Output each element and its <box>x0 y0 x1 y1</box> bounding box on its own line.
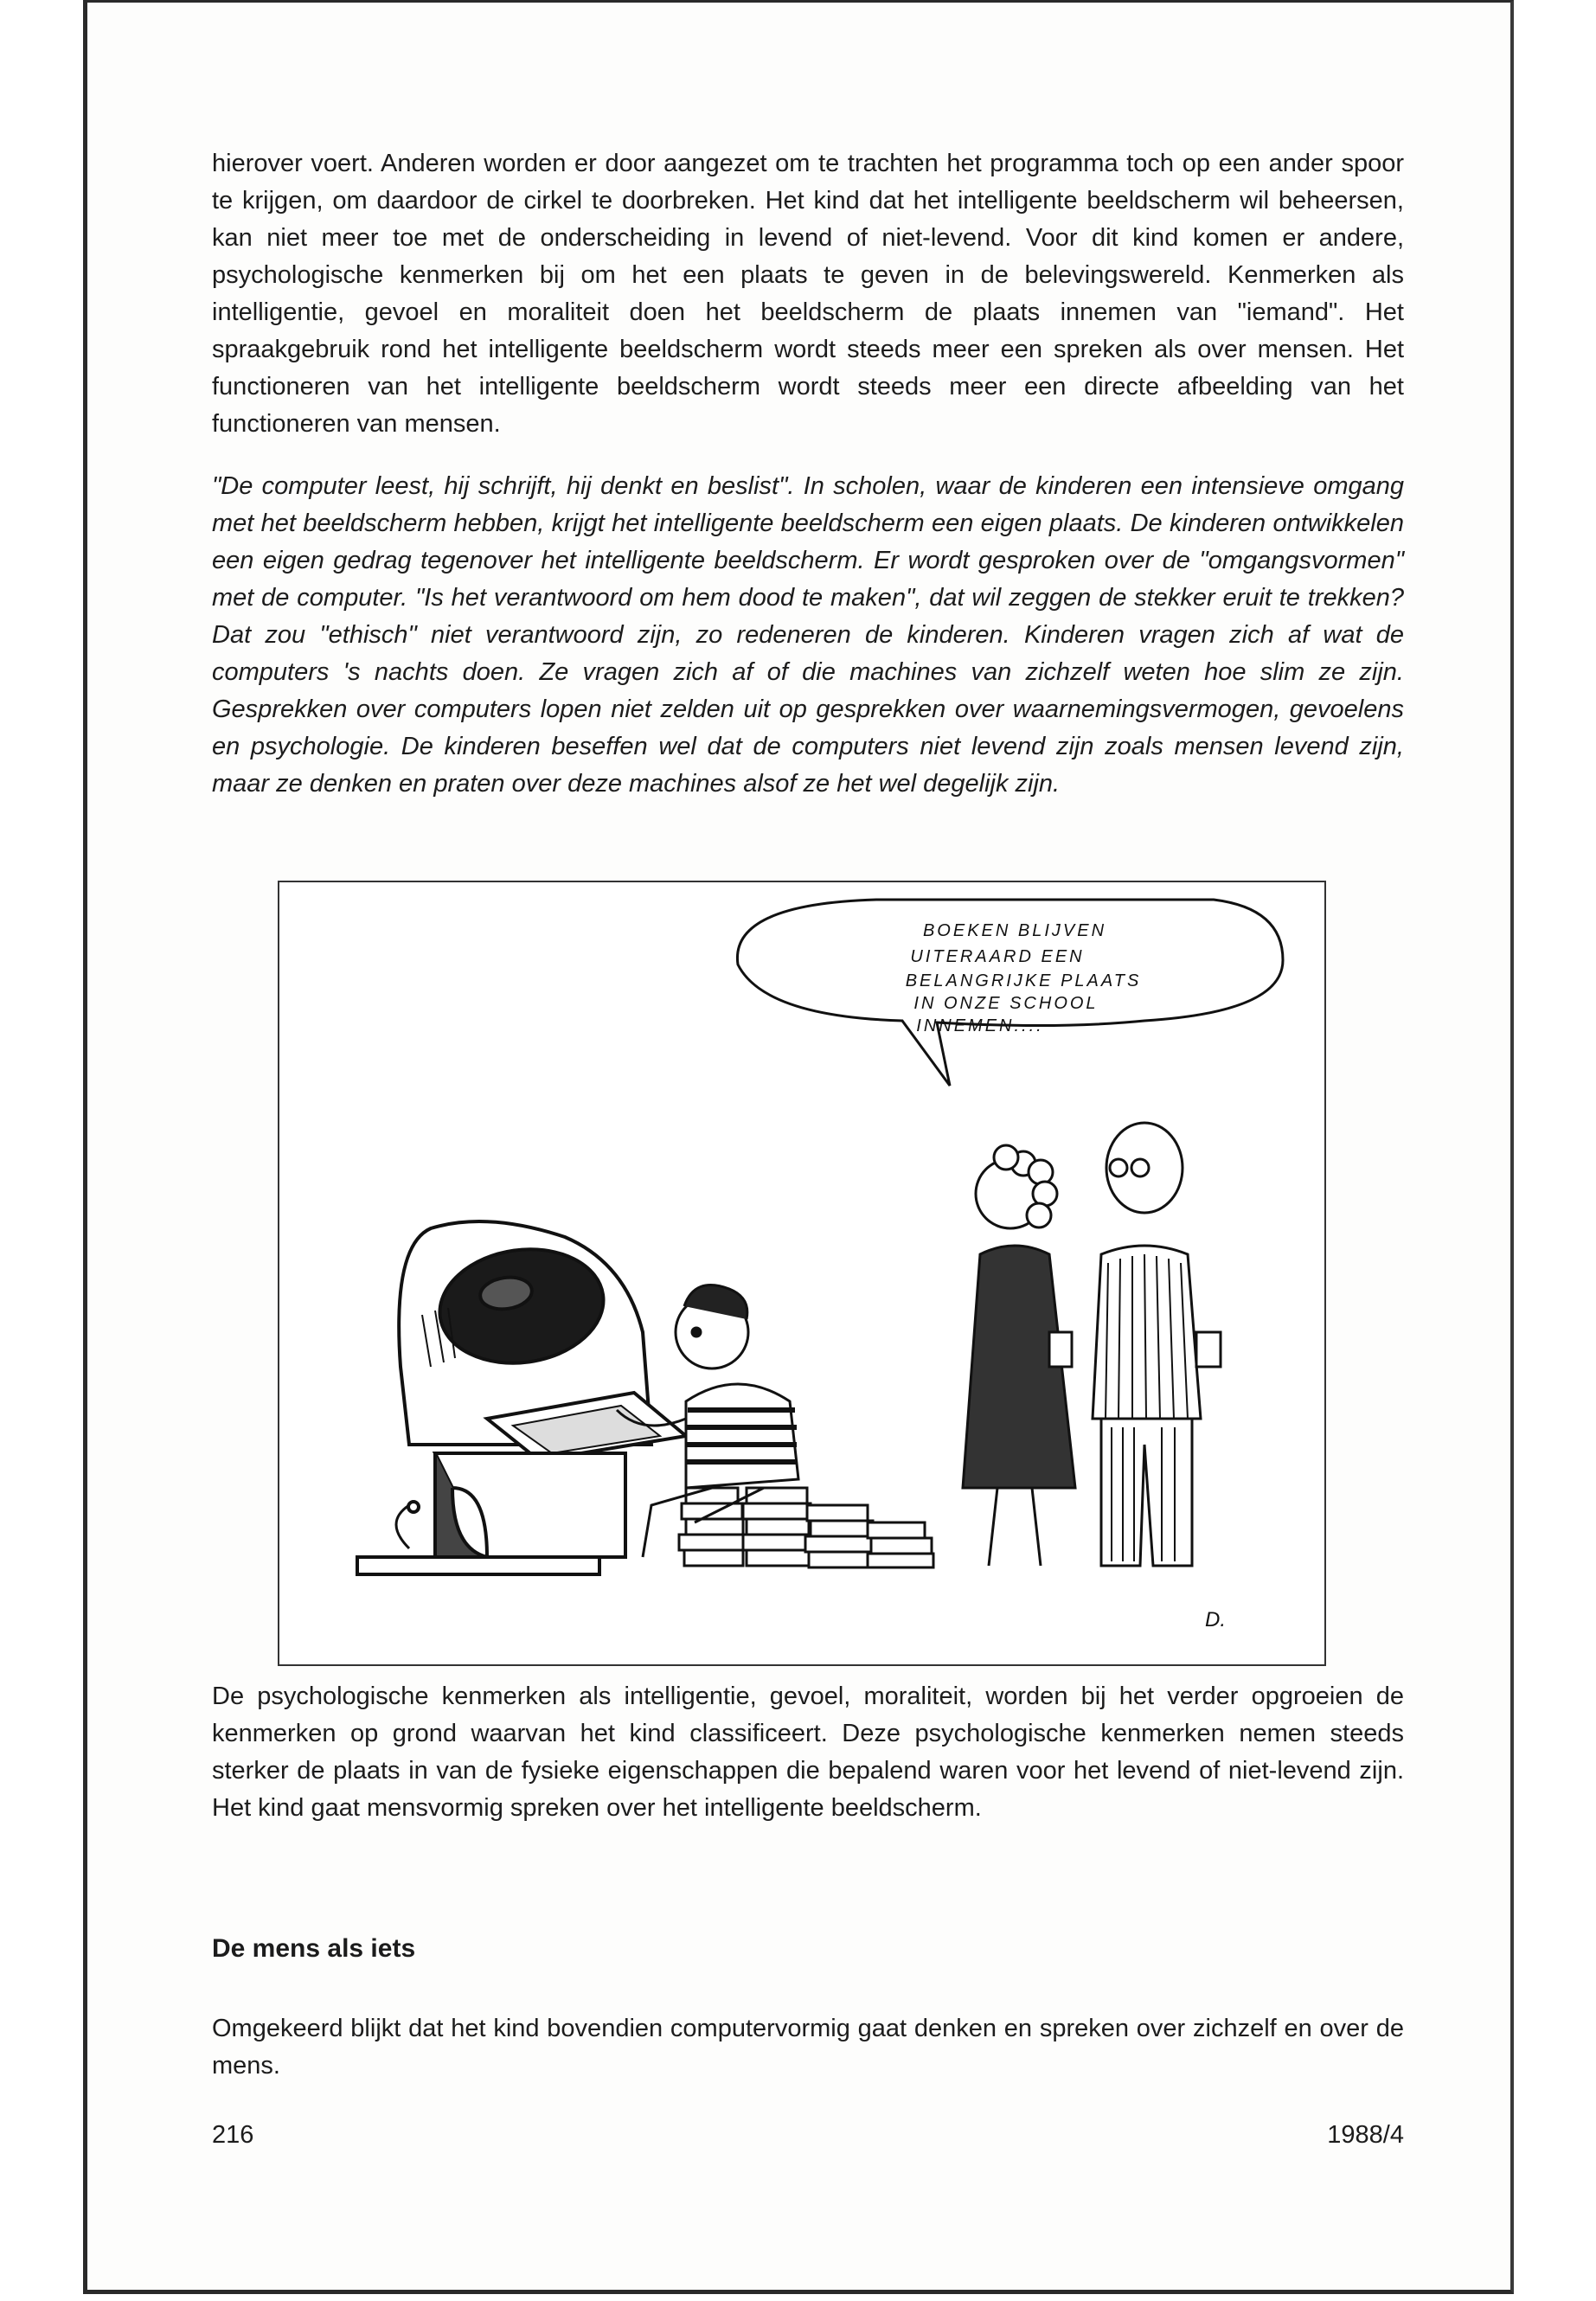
paragraph-body-4: Omgekeerd blijkt dat het kind bovendien computervormig gaat denken en spreken over zichzelf en over de mens. <box>212 2015 1404 2080</box>
speech-line-1: BOEKEN BLIJVEN <box>922 921 1107 940</box>
speech-line-3: BELANGRIJKE PLAATS <box>905 971 1142 990</box>
speech-line-4: IN ONZE SCHOOL <box>913 994 1099 1013</box>
book-stacks <box>679 1488 933 1567</box>
speech-line-2: UITERAARD EEN <box>910 947 1085 966</box>
cartoon-illustration <box>278 881 1326 1666</box>
paragraph-body-3: De psychologische kenmerken als intelligentie, gevoel, moraliteit, worden bij het verder opgroeien de kenmerken op grond waarvan het kind classificeert. Deze psychologische kenmerken nemen steeds sterker de plaats in van de fysieke eigenschappen die bepalend waren voor het levend of niet-levend zijn. Het kind gaat mensvormig spreken over het intelligente beeldscherm. <box>212 1682 1404 1822</box>
issue-number: 1988/4 <box>1327 2121 1404 2149</box>
cartoonist-signature: D. <box>1205 1608 1226 1631</box>
computer-terminal <box>357 1221 686 1574</box>
paragraph-quote-italic: "De computer leest, hij schrijft, hij denkt en beslist". In scholen, waar de kinderen een intensieve omgang met het beeldscherm hebben, krijgt het intelligente beeldscherm een eigen plaats. De kinderen ontwikkelen een eigen gedrag tegenover het intelligente beeldscherm. Er wordt gesproken over de "omgangsvormen" met de computer. "Is het verantwoord om hem dood te maken", dat wil zeggen de stekker eruit te trekken? Dat zou "ethisch" niet verantwoord zijn, zo redeneren de kinderen. Kinderen vragen zich af wat de computers 's nachts doen. Ze vragen zich af of die machines van zichzelf weten hoe slim ze zijn. Gesprekken over computers lopen niet zelden uit op gesprekken over waarnemingsvermogen, gevoelens en psychologie. De kinderen beseffen wel dat de computers niet levend zijn zoals mensen levend zijn, maar ze denken en praten over deze machines alsof ze het wel degelijk zijn. <box>212 472 1404 798</box>
page-number: 216 <box>212 2121 254 2149</box>
speech-line-5: INNEMEN.... <box>916 1016 1044 1035</box>
section-heading: De mens als iets <box>212 1934 416 1963</box>
man-figure <box>1093 1123 1221 1566</box>
paragraph-body-1: hierover voert. Anderen worden er door aangezet om te trachten het programma toch op een ander spoor te krijgen, om daardoor de cirkel te doorbreken. Het kind dat het intelligente beeldscherm wil beheersen, kan niet meer toe met de onderscheiding in levend of niet-levend. Voor dit kind komen er andere, psychologische kenmerken bij om het een plaats te geven in de belevingswereld. Kenmerken als intelligentie, gevoel en moraliteit doen het beeldscherm de plaats innemen van "iemand". Het spraakgebruik rond het intelligente beeldscherm wordt steeds meer een spreken als over mensen. Het functioneren van het intelligente beeldscherm wordt steeds meer een directe afbeelding van het functioneren van mensen. <box>212 150 1404 438</box>
woman-figure <box>963 1145 1075 1566</box>
cartoon-drawing <box>279 882 1324 1664</box>
